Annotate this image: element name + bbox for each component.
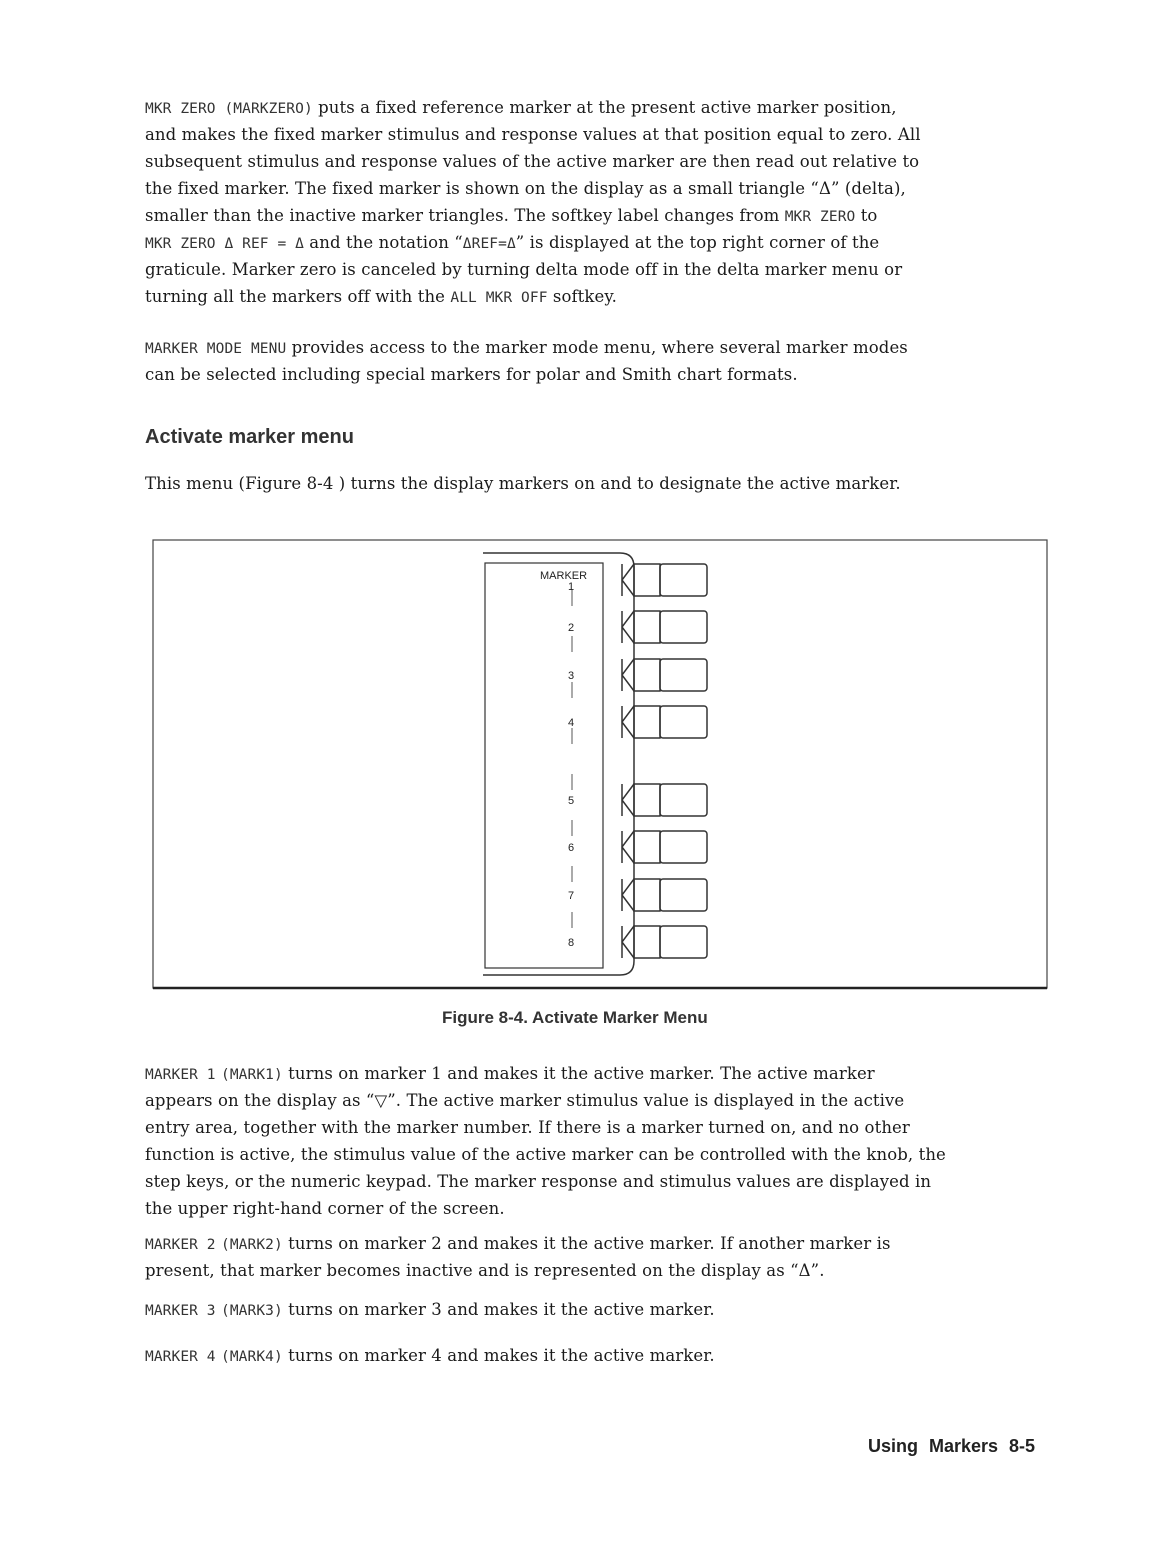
text-run: step keys, or the numeric keypad. The marker response and stimulus values are displayed in — [145, 1172, 932, 1191]
softkey-number: 4 — [568, 717, 575, 729]
text-run: graticule. Marker zero is canceled by turning delta mode off in the delta marker menu or — [145, 260, 903, 279]
softkey-button — [660, 831, 707, 863]
softkey-pointer-icon — [622, 611, 634, 643]
display-outline — [483, 553, 634, 975]
softkey-label: (MARK2) — [221, 1237, 283, 1253]
softkey-label: MKR ZERO — [784, 209, 856, 225]
softkey-number: 1 — [568, 581, 575, 593]
text-run: function is active, the stimulus value of the active marker can be controlled with the knob, the — [145, 1145, 946, 1164]
softkey-label: MKR ZERO — [145, 101, 216, 117]
softkey-number: 8 — [568, 937, 575, 949]
softkey-marker-5[interactable] — [568, 784, 707, 816]
softkey-number: 5 — [568, 795, 575, 807]
softkey-marker-8[interactable] — [568, 926, 707, 958]
softkey-pointer-icon — [622, 659, 634, 691]
softkey-label: ALL MKR OFF — [450, 290, 548, 306]
softkey-pointer-icon — [622, 879, 634, 911]
softkey-label: (MARKZERO) — [215, 101, 313, 117]
text-run: subsequent stimulus and response values of the active marker are then read out relative to — [145, 152, 920, 171]
text-run: turns on marker 2 and makes it the active marker. If another marker is — [282, 1234, 891, 1253]
text-run: and makes the fixed marker stimulus and response values at that position equal to zero. All — [145, 125, 921, 144]
softkey-pointer-icon — [622, 926, 634, 958]
text-run: turns on marker 4 and makes it the active marker. — [282, 1346, 715, 1365]
softkey-button — [660, 611, 707, 643]
softkey-label: ΔREF=Δ — [462, 236, 516, 252]
softkey-label: MARKER MODE MENU — [145, 341, 287, 357]
figure-frame — [153, 540, 1047, 988]
softkey-label: (MARK4) — [221, 1349, 283, 1365]
softkey-marker-4[interactable] — [568, 706, 707, 738]
text-run: the fixed marker. The fixed marker is shown on the display as a small triangle “Δ” (delta), — [145, 179, 906, 198]
softkey-number: 3 — [568, 670, 575, 682]
text-run: the upper right-hand corner of the screen. — [145, 1199, 505, 1218]
softkey-button — [660, 706, 707, 738]
text-run: provides access to the marker mode menu, where several marker modes — [286, 338, 908, 357]
softkey-button — [660, 879, 707, 911]
section-heading: Activate marker menu — [145, 426, 354, 448]
softkey-button — [660, 784, 707, 816]
softkey-pointer-icon — [622, 564, 634, 596]
softkey-marker-2[interactable] — [568, 611, 707, 643]
text-run: turns on marker 3 and makes it the active marker. — [282, 1300, 715, 1319]
text-run: turning all the markers off with the — [145, 287, 451, 306]
softkey-pointer-icon — [622, 706, 634, 738]
softkey-label: (MARK1) — [221, 1067, 283, 1083]
text-run: smaller than the inactive marker triangles. The softkey label changes from — [145, 206, 785, 225]
softkey-pointer-icon — [622, 831, 634, 863]
softkey-pointer-icon — [622, 784, 634, 816]
menu-title: MARKER — [540, 570, 588, 582]
text-run: can be selected including special markers for polar and Smith chart formats. — [145, 365, 798, 384]
softkey-label: MARKER 3 — [145, 1303, 216, 1319]
softkey-marker-3[interactable] — [568, 659, 707, 691]
softkey-marker-1[interactable] — [568, 564, 707, 596]
text-run: and the notation “ — [303, 233, 463, 252]
softkey-button — [660, 926, 707, 958]
text-run: This menu (Figure 8-4 ) turns the display markers on and to designate the active marker. — [145, 474, 901, 493]
softkey-label: MARKER 1 — [145, 1067, 216, 1083]
softkey-marker-6[interactable] — [568, 831, 707, 863]
softkey-number: 7 — [568, 890, 575, 902]
text-run: entry area, together with the marker number. If there is a marker turned on, and no other — [145, 1118, 910, 1137]
softkey-label: MKR ZERO Δ REF = Δ — [145, 236, 304, 252]
softkey-number: 2 — [568, 622, 575, 634]
menu-display-area — [485, 563, 603, 968]
text-run: to — [855, 206, 878, 225]
text-run: softkey. — [547, 287, 617, 306]
softkey-label: MARKER 4 — [145, 1349, 216, 1365]
text-run: ” is displayed at the top right corner of the — [515, 233, 880, 252]
text-run: appears on the display as “▽”. The active marker stimulus value is displayed in the active — [145, 1091, 905, 1110]
page-footer: Using Markers 8-5 — [868, 1436, 1036, 1456]
text-run: turns on marker 1 and makes it the active marker. The active marker — [282, 1064, 875, 1083]
softkey-button — [660, 659, 707, 691]
softkey-marker-7[interactable] — [568, 879, 707, 911]
softkey-button — [660, 564, 707, 596]
softkey-number: 6 — [568, 842, 575, 854]
figure-caption: Figure 8-4. Activate Marker Menu — [442, 1008, 708, 1027]
softkey-label: (MARK3) — [221, 1303, 283, 1319]
text-run: present, that marker becomes inactive and is represented on the display as “Δ”. — [145, 1261, 825, 1280]
softkey-label: MARKER 2 — [145, 1237, 216, 1253]
text-run: puts a fixed reference marker at the present active marker position, — [312, 98, 897, 117]
